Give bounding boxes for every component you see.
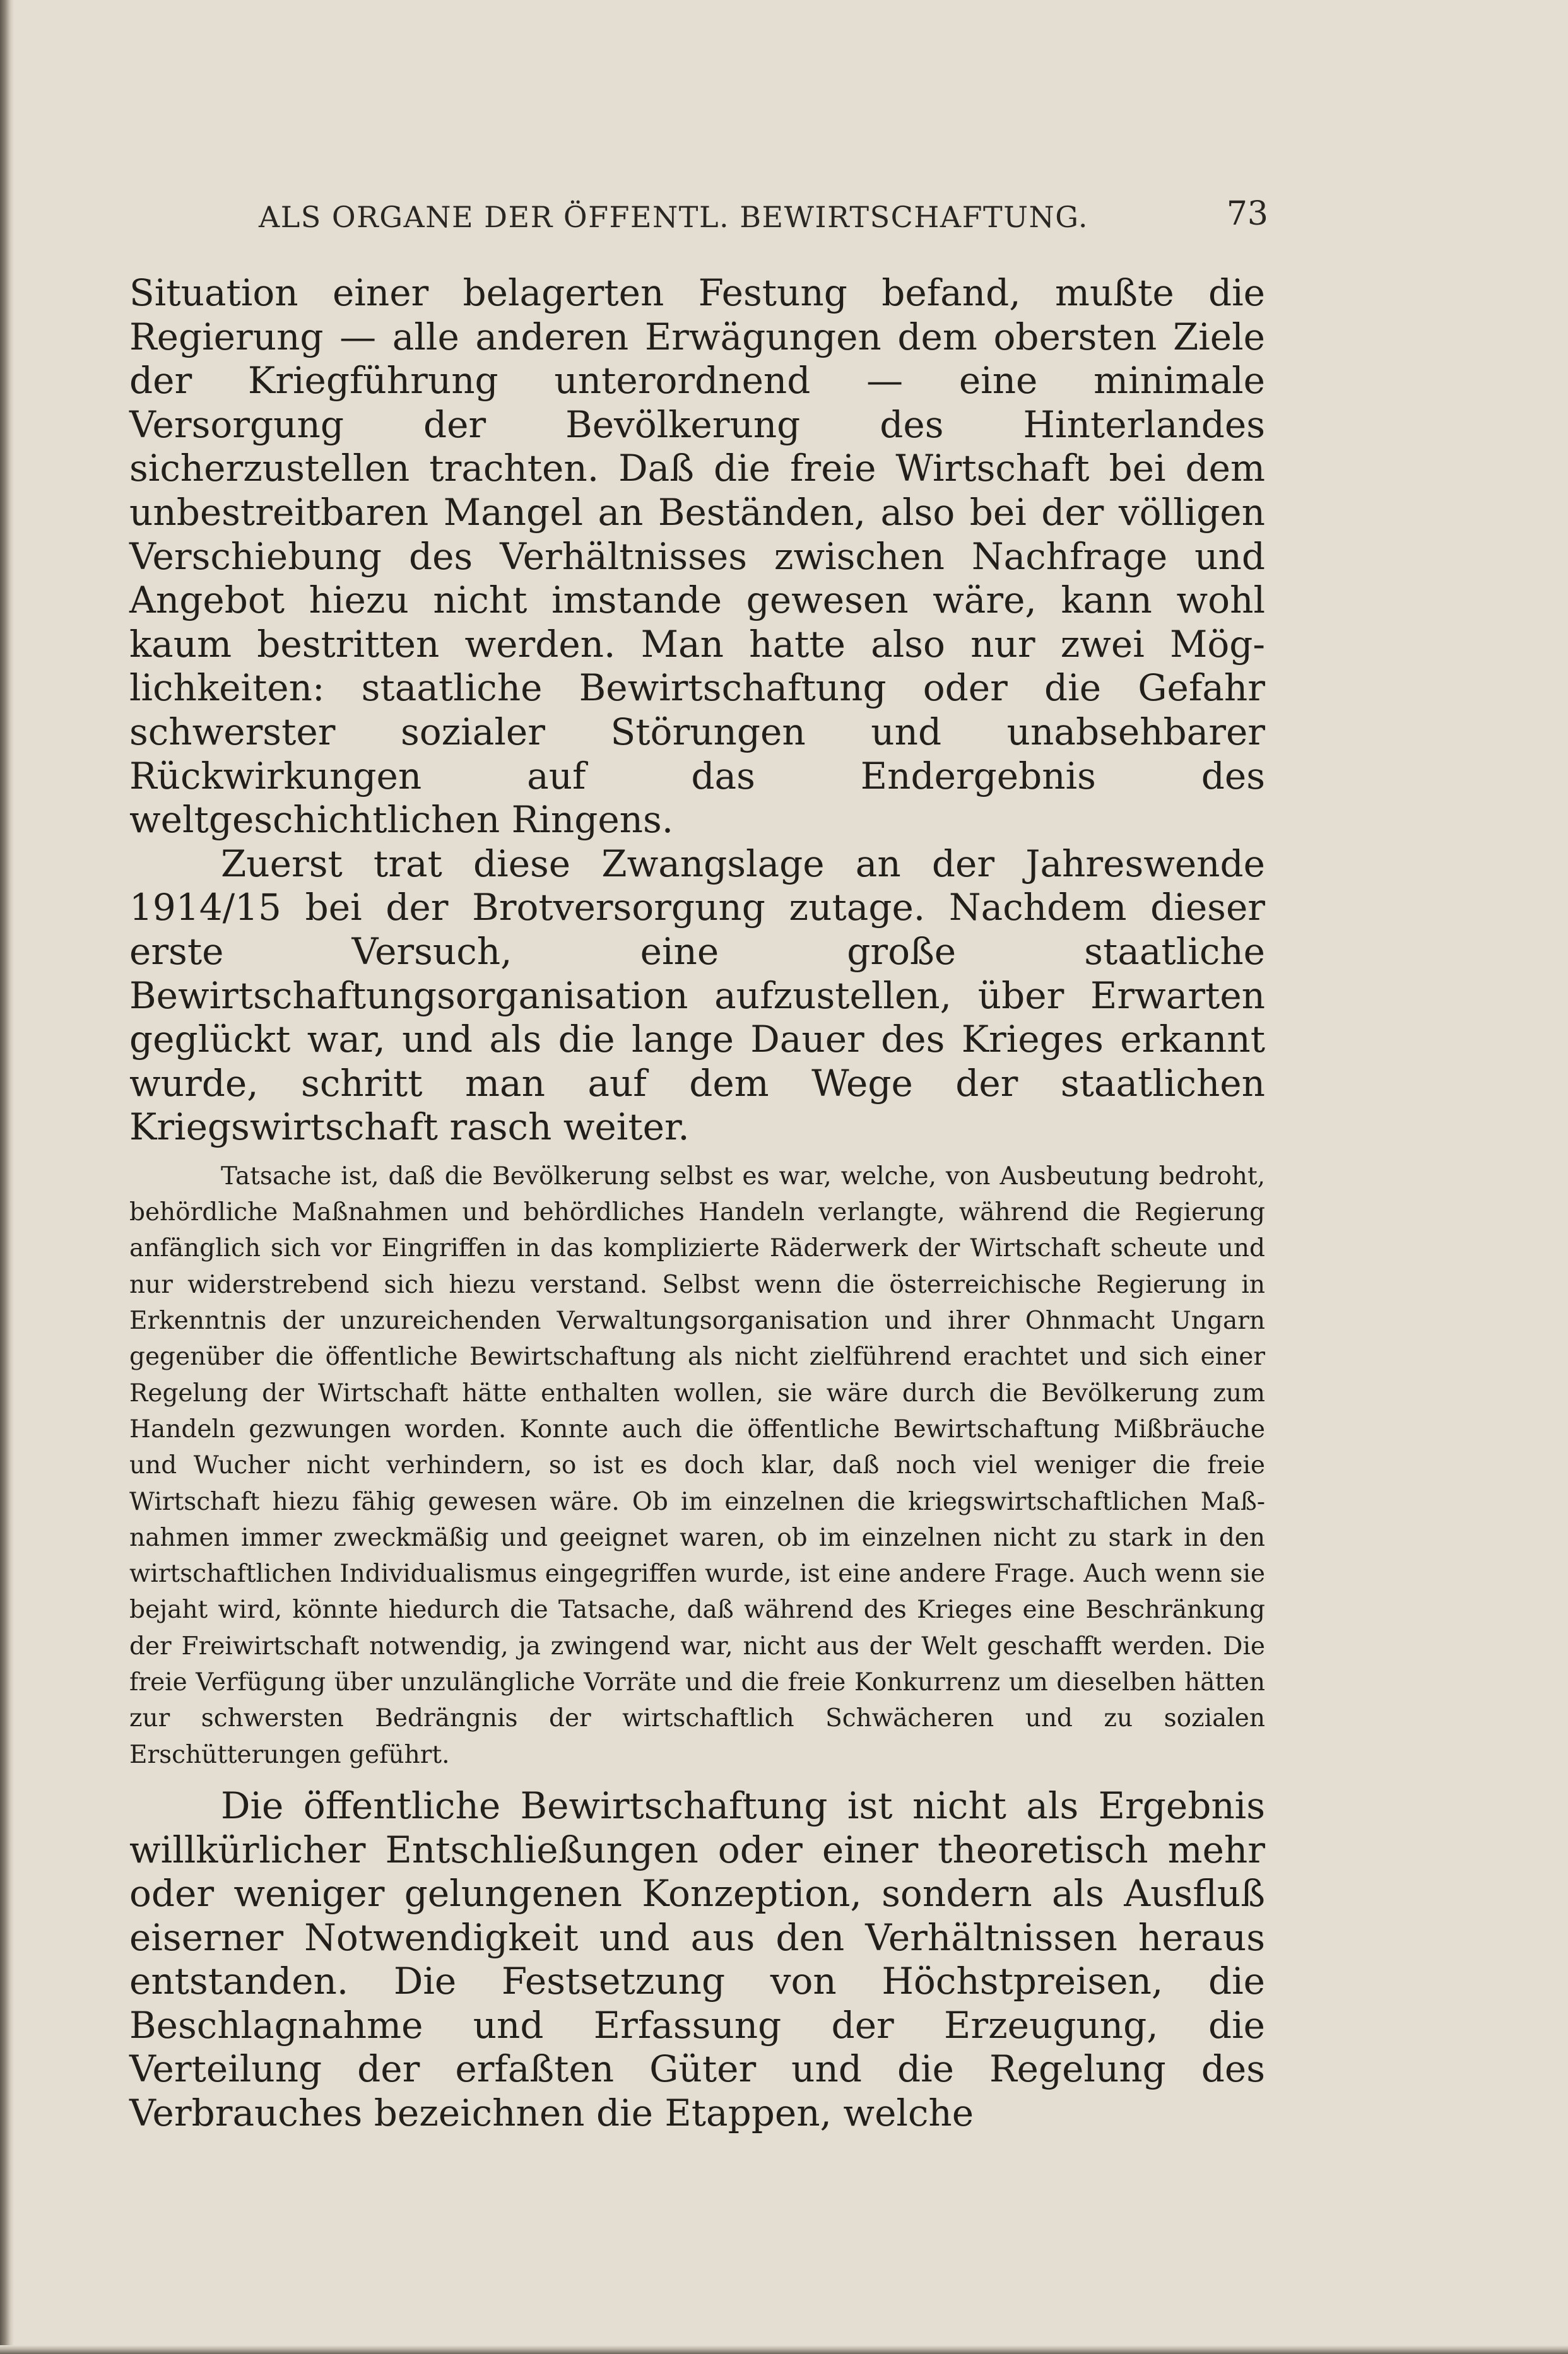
page-number: 73	[1226, 195, 1268, 233]
paragraph-3: Die öffentliche Bewirtschaftung ist nicht als Ergebnis willkürlicher Entschließungen oder einer theoretisch mehr oder weniger gelungenen Konzeption, sondern als Ausfluß eiserner Notwendigkeit und aus den Verhältnissen heraus entstanden. Die Festsetzung von Höchstpreisen, die Beschlagnahme und Erfassung der Erzeugung, die Verteilung der erfaßten Güter und die Regelung des Verbrauches bezeichnen die Etappen, welche	[129, 1784, 1265, 2135]
paragraph-2: Zuerst trat diese Zwangslage an der Jahreswende 1914/15 bei der Brotversorgung zutage. Nachdem dieser erste Versuch, eine große staatliche Bewirtschaftungsorganisation aufzustellen, über Erwarten geglückt war, und als die lange Dauer des Krieges erkannt wurde, schritt man auf dem Wege der staatlichen Kriegswirtschaft rasch weiter.	[129, 842, 1265, 1149]
paragraph-1: Situation einer belagerten Festung befand, mußte die Regierung — alle anderen Erwägungen dem obersten Ziele der Kriegführung unterordnend — eine minimale Versorgung der Bevölkerung des Hinterlandes sicherzustellen trachten. Daß die freie Wirtschaft bei dem unbestreitbaren Mangel an Beständen, also bei der völligen Verschiebung des Verhältnisses zwischen Nachfrage und Angebot hiezu nicht imstande gewesen wäre, kann wohl kaum bestritten werden. Man hatte also nur zwei Möglichkeiten: staatliche Bewirtschaftung oder die Gefahr schwerster sozialer Störungen und unabsehbarer Rückwirkungen auf das Endergebnis des weltgeschichtlichen Ringens.	[129, 271, 1265, 842]
body-text	[129, 271, 1265, 2136]
footnote-paragraph: Tatsache ist, daß die Bevölkerung selbst es war, welche, von Ausbeutung bedroht, behördliche Maßnahmen und behördliches Handeln verlangte, während die Regierung anfänglich sich vor Eingriffen in das komplizierte Räderwerk der Wirtschaft scheute und nur widerstrebend sich hiezu verstand. Selbst wenn die österreichische Regierung in Erkenntnis der unzureichenden Verwaltungsorganisation und ihrer Ohnmacht Ungarn gegenüber die öffentliche Bewirtschaftung als nicht zielführend erachtet und sich einer Regelung der Wirtschaft hätte enthalten wollen, sie wäre durch die Bevölkerung zum Handeln gezwungen worden. Konnte auch die öffentliche Bewirtschaftung Mißbräuche und Wucher nicht verhindern, so ist es doch klar, daß noch viel weniger die freie Wirtschaft hiezu fähig gewesen wäre. Ob im einzelnen die kriegswirtschaftlichen Maßnahmen immer zweckmäßig und geeignet waren, ob im einzelnen nicht zu stark in den wirtschaftlichen Individualismus eingegriffen wurde, ist eine andere Frage. Auch wenn sie bejaht wird, könnte hiedurch die Tatsache, daß während des Krieges eine Beschränkung der Freiwirtschaft notwendig, ja zwingend war, nicht aus der Welt geschafft werden. Die freie Verfügung über unzulängliche Vorräte und die freie Konkurrenz um dieselben hätten zur schwersten Bedrängnis der wirtschaftlich Schwächeren und zu sozialen Erschütterungen geführt.	[129, 1162, 1265, 1769]
running-header	[259, 192, 1268, 243]
running-title: ALS ORGANE DER ÖFFENTL. BEWIRTSCHAFTUNG.	[259, 200, 1088, 234]
